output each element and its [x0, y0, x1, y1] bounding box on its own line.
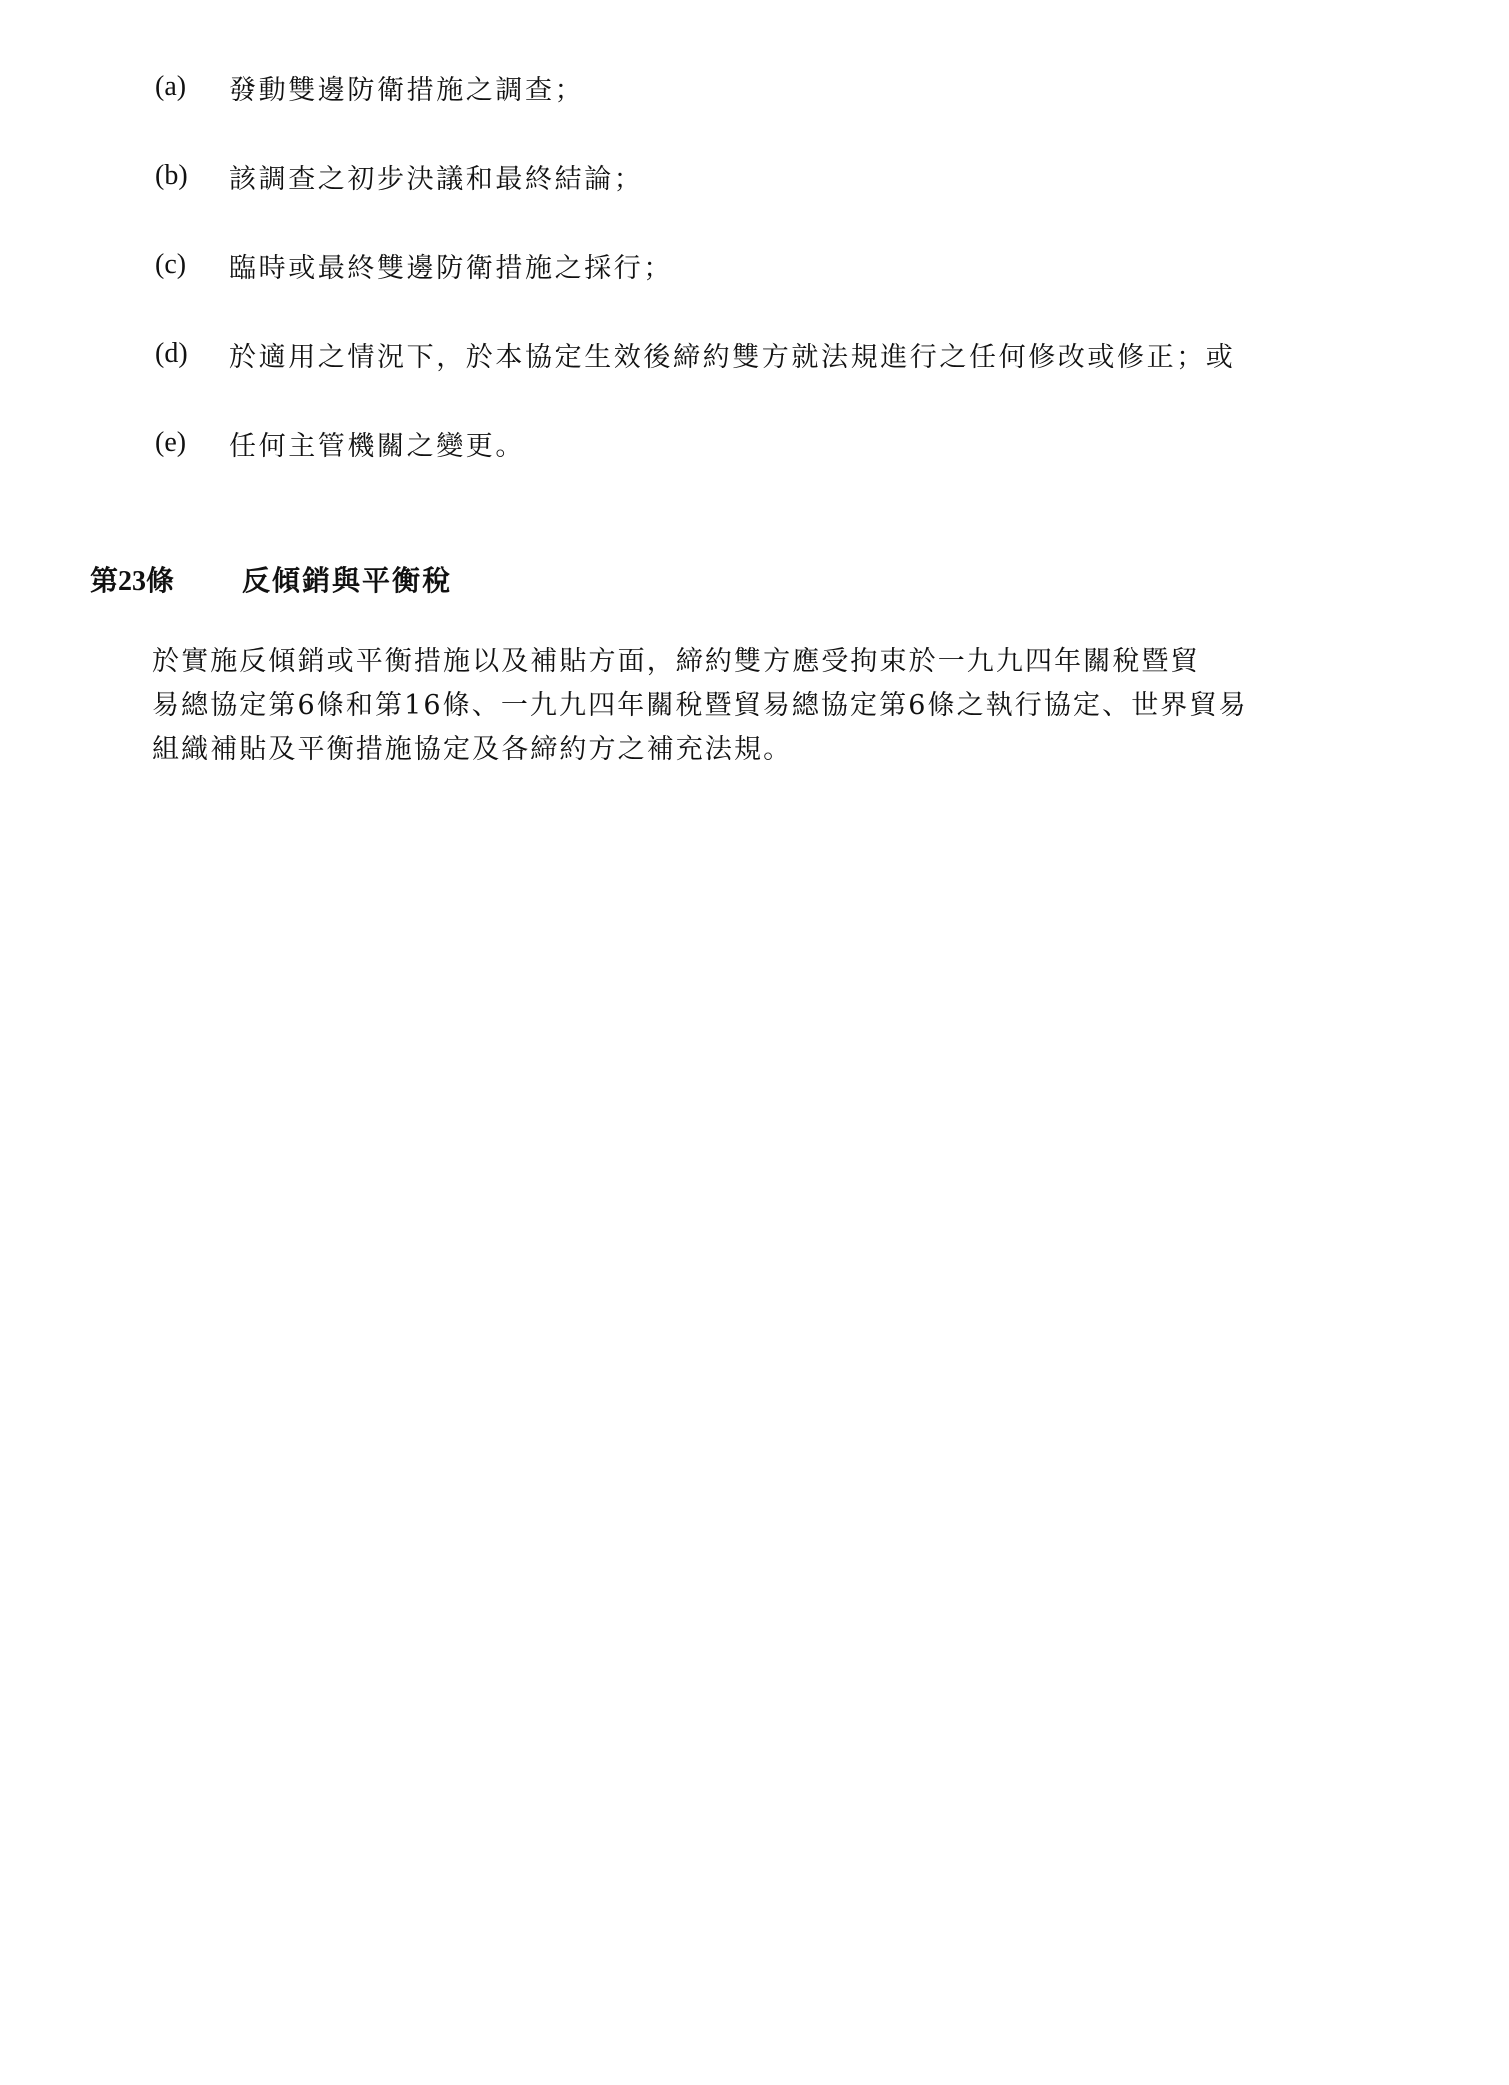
list-item-label: (e) [155, 427, 187, 458]
list-item-label: (c) [155, 249, 187, 280]
paragraph-line: 於實施反傾銷或平衡措施以及補貼方面，締約雙方應受拘束於一九九四年關稅暨貿 [152, 646, 1200, 677]
section-heading [90, 558, 452, 600]
list-item-d [155, 334, 1235, 374]
section-number: 第23條 [90, 566, 175, 597]
list-item-label: (b) [155, 160, 188, 191]
list-item-text: 於適用之情況下，於本協定生效後締約雙方就法規進行之任何修改或修正；或 [229, 341, 1236, 373]
list-item-text: 臨時或最終雙邊防衛措施之採行； [229, 252, 673, 284]
list-item-text: 任何主管機關之變更。 [229, 430, 525, 462]
paragraph-line: 易總協定第6條和第16條、一九九四年關稅暨貿易總協定第6條之執行協定、世界貿易 [152, 690, 1248, 721]
list-item-label: (d) [155, 338, 188, 369]
list-item-b [155, 156, 643, 196]
paragraph-line: 組織補貼及平衡措施協定及各締約方之補充法規。 [152, 734, 793, 765]
section-title: 反傾銷與平衡稅 [242, 564, 453, 597]
list-item-text: 發動雙邊防衛措施之調查； [229, 74, 585, 106]
body-paragraph [152, 640, 1372, 772]
list-item-text: 該調查之初步決議和最終結論； [229, 163, 644, 195]
list-item-label: (a) [155, 71, 187, 102]
list-item-a [155, 67, 584, 107]
list-item-c [155, 245, 673, 285]
list-item-e [155, 423, 525, 463]
